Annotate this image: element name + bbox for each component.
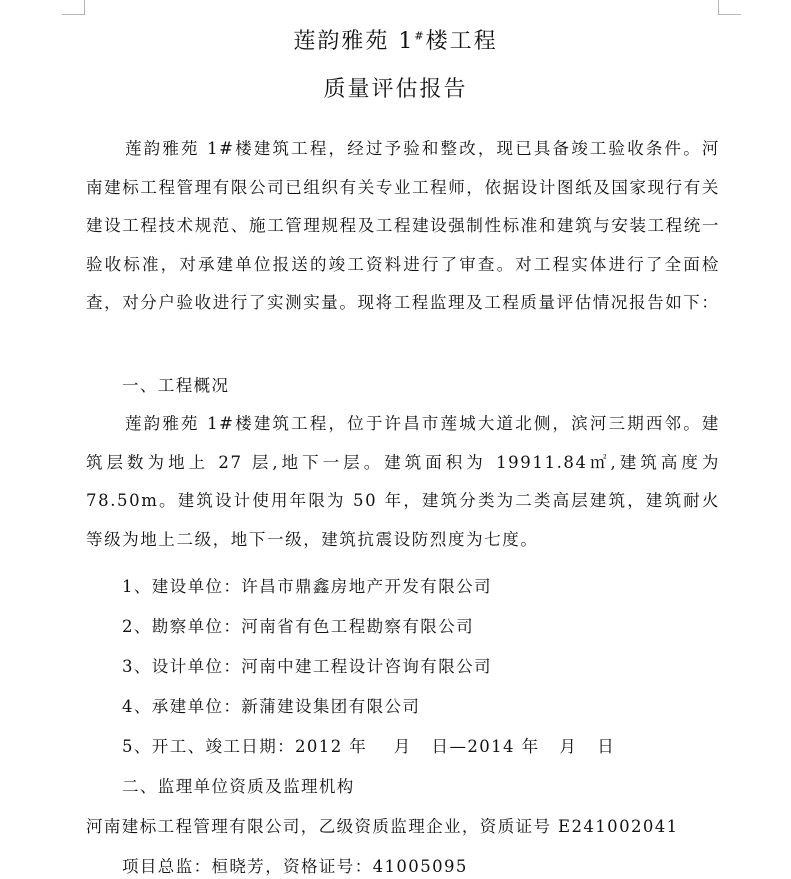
project-director-line: 项目总监：桓晓芳，资格证号：41005095 <box>122 857 468 876</box>
section2-heading: 二、监理单位资质及监理机构 <box>122 777 355 796</box>
list-item-dates: 5、开工、竣工日期：2012 年 月 日—2014 年 月 日 <box>122 737 616 756</box>
title-prefix: 莲韵雅苑 1 <box>293 29 415 54</box>
crop-mark-top-left <box>62 0 85 15</box>
crop-mark-top-right <box>718 0 741 15</box>
list-item-construction-unit: 1、建设单位：许昌市鼎鑫房地产开发有限公司 <box>122 577 492 596</box>
overview-paragraph: 莲韵雅苑 1#楼建筑工程，位于许昌市莲城大道北侧，滨河三期西邻。建筑层数为地上 27 层,地下一层。建筑面积为 19911.84㎡,建筑高度为 78.50m。建筑设计使用年限为 50 年，建筑分类为二类高层建筑，建筑耐火等级为地上二级，地下一级，建筑抗震设防烈度为七度。 <box>86 414 720 549</box>
intro-paragraph: 莲韵雅苑 1#楼建筑工程，经过予验和整改，现已具备竣工验收条件。河南建标工程管理有限公司已组织有关专业工程师，依据设计图纸及国家现行有关建设工程技术规范、施工管理规程及工程建设强制性标准和建筑与安装工程统一验收标准，对承建单位报送的竣工资料进行了审查。对工程实体进行了全面检查，对分户验收进行了实测实量。现将工程监理及工程质量评估情况报告如下： <box>86 139 720 312</box>
report-subtitle: 质量评估报告 <box>323 77 468 102</box>
title-suffix: 楼工程 <box>425 29 498 54</box>
title-superscript: # <box>414 29 426 43</box>
supervisor-company-line: 河南建标工程管理有限公司，乙级资质监理企业，资质证号 E241002041 <box>86 817 679 836</box>
list-item-contractor: 4、承建单位：新蒲建设集团有限公司 <box>122 697 421 716</box>
section1-heading: 一、工程概况 <box>122 376 230 395</box>
report-title <box>0 28 791 56</box>
list-item-design-unit: 3、设计单位：河南中建工程设计咨询有限公司 <box>122 657 492 676</box>
list-item-survey-unit: 2、勘察单位：河南省有色工程勘察有限公司 <box>122 617 474 636</box>
